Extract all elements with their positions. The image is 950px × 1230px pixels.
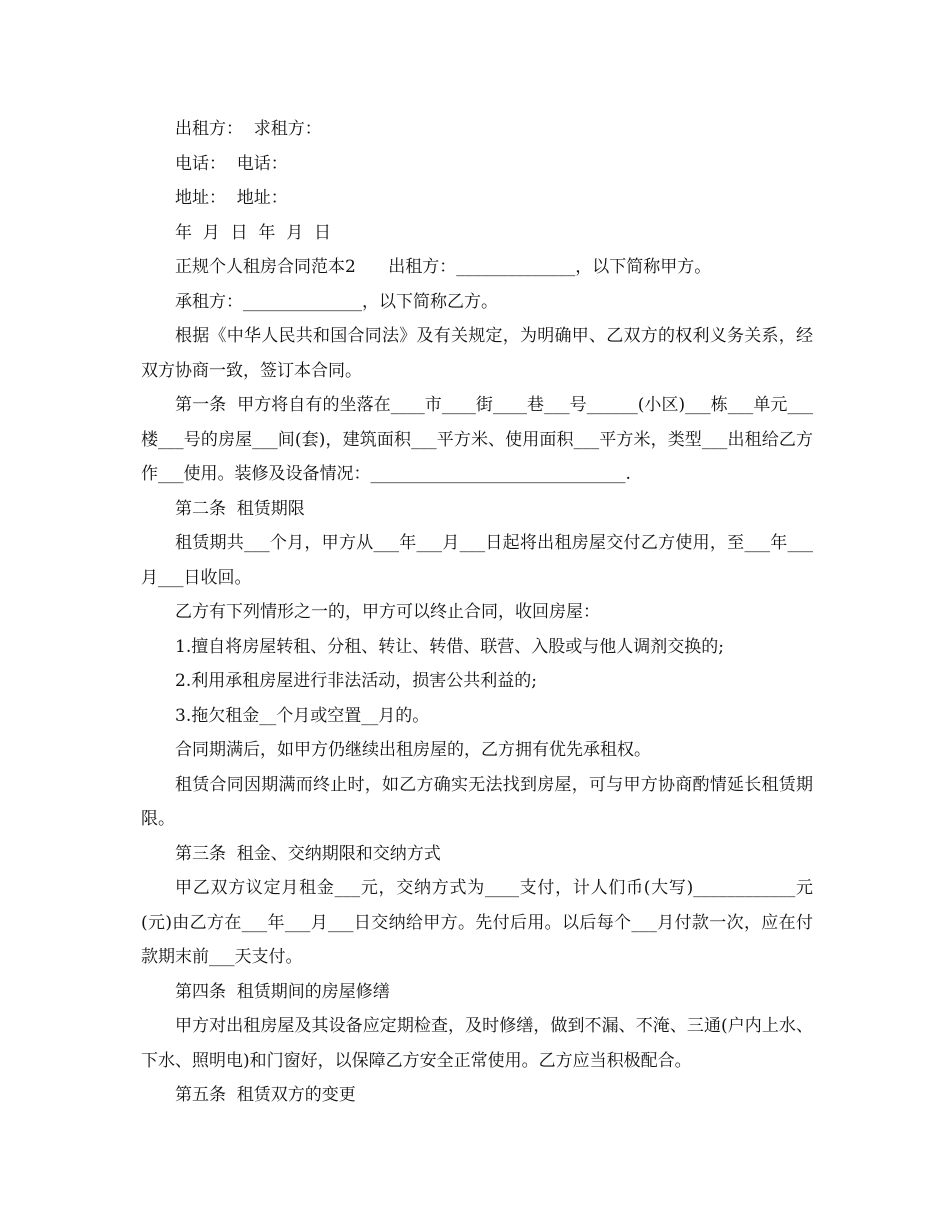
preamble-paragraph: 根据《中华人民共和国合同法》及有关规定，为明确甲、乙双方的权利义务关系，经双方协商一致，签订本合同。 bbox=[141, 326, 813, 381]
article-5-heading: 第五条 租赁双方的变更 bbox=[175, 1085, 356, 1105]
article-2-heading: 第二条 租赁期限 bbox=[175, 498, 305, 519]
phone-line: 电话： 电话： bbox=[175, 153, 288, 174]
termination-conditions-intro: 乙方有下列情形之一的，甲方可以终止合同，收回房屋： bbox=[175, 602, 600, 622]
article-1-paragraph: 第一条 甲方将自有的坐落在____市____街____巷___号______(小区)___栋___单元___楼___号的房屋___间(套)，建筑面积___平方米、使用面积___平方米，类型___出租给乙方作___使用。装修及设备情况：______________________________. bbox=[141, 395, 813, 484]
extension-paragraph: 租赁合同因期满而终止时，如乙方确实无法找到房屋，可与甲方协商酌情延长租赁期限。 bbox=[141, 774, 813, 829]
condition-3: 3.拖欠租金__个月或空置__月的。 bbox=[175, 705, 430, 726]
lease-term-paragraph: 租赁期共___个月，甲方从___年___月___日起将出租房屋交付乙方使用，至___年___月___日收回。 bbox=[141, 533, 813, 588]
lessor-seeker-signature-line: 出租方： 求租方： bbox=[175, 119, 322, 139]
article-4-heading: 第四条 租赁期间的房屋修缮 bbox=[175, 981, 390, 1002]
address-line: 地址： 地址： bbox=[175, 188, 288, 208]
renewal-priority-paragraph: 合同期满后，如甲方仍继续出租房屋的，乙方拥有优先承租权。 bbox=[175, 740, 651, 760]
contract-title-lessor: 正规个人租房合同范本2 出租方：______________，以下简称甲方。 bbox=[175, 257, 712, 277]
condition-2: 2.利用承租房屋进行非法活动，损害公共利益的; bbox=[175, 671, 537, 691]
rent-payment-paragraph: 甲乙双方议定月租金___元，交纳方式为____支付，计人们币(大写)____________元(元)由乙方在___年___月___日交纳给甲方。先付后用。以后每个___月付款一次，应在付款期末前___天支付。 bbox=[141, 878, 813, 967]
condition-1: 1.擅自将房屋转租、分租、转让、转借、联营、入股或与他人调剂交换的; bbox=[175, 636, 724, 657]
contract-document bbox=[141, 112, 813, 1113]
repair-paragraph: 甲方对出租房屋及其设备应定期检查，及时修缮，做到不漏、不淹、三通(户内上水、下水、照明电)和门窗好，以保障乙方安全正常使用。乙方应当积极配合。 bbox=[141, 1016, 813, 1071]
lessee-line: 承租方：______________，以下简称乙方。 bbox=[175, 291, 498, 312]
date-line: 年 月 日 年 月 日 bbox=[175, 222, 332, 243]
article-3-heading: 第三条 租金、交纳期限和交纳方式 bbox=[175, 843, 441, 864]
